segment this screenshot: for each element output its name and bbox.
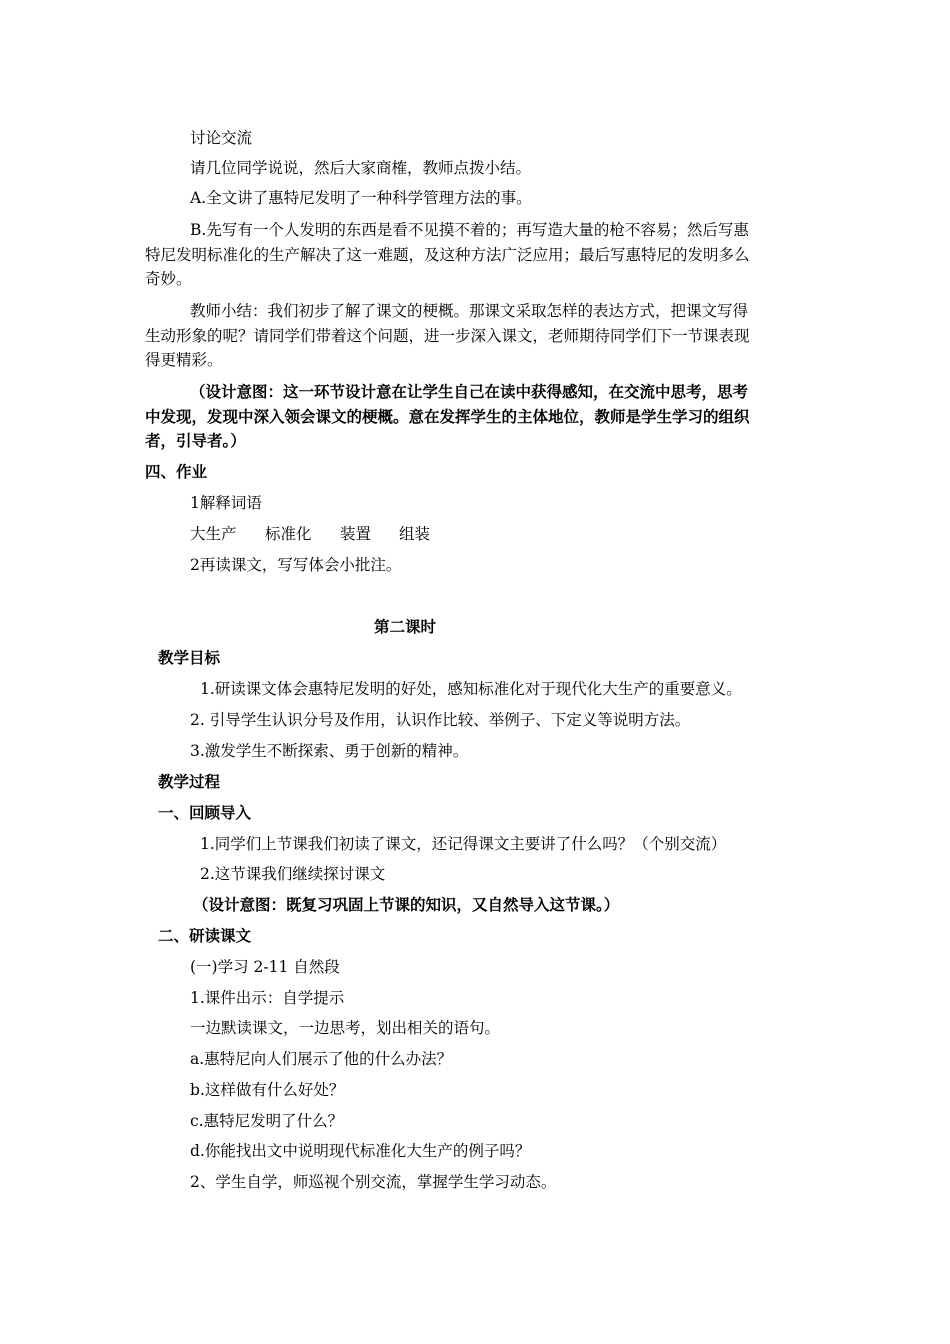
study-subheading: (一)学习 2-11 自然段: [190, 958, 340, 976]
answer-b-line-1: B.先写有一个人发明的东西是看不见摸不着的；再写造大量的枪不容易；然后写惠: [190, 221, 749, 239]
review-design-note: （设计意图：既复习巩固上节课的知识，又自然导入这节课。）: [193, 896, 620, 914]
vocab-list: [190, 524, 430, 544]
design-note-line-2: 中发现，发现中深入领会课文的梗概。意在发挥学生的主体地位，教师是学生学习的组织: [145, 408, 750, 426]
homework-item-2: 2再读课文，写写体会小批注。: [190, 556, 402, 574]
self-study-step: 2、学生自学，师巡视个别交流，掌握学生学习动态。: [190, 1173, 557, 1191]
answer-b-line-3: 奇妙。: [145, 270, 192, 288]
discussion-heading: 讨论交流: [190, 129, 253, 147]
review-heading: 一、回顾导入: [158, 804, 252, 822]
teacher-summary-line-3: 得更精彩。: [145, 351, 223, 369]
courseware-line: 1.课件出示：自学提示: [190, 989, 345, 1007]
instruction-text: 请几位同学说说，然后大家商榷，教师点拨小结。: [190, 159, 532, 177]
homework-item-1: 1解释词语: [190, 494, 262, 512]
goal-item-3: 3.激发学生不断探索、勇于创新的精神。: [190, 742, 469, 760]
process-heading: 教学过程: [158, 773, 221, 791]
vocab-word: 组装: [399, 525, 431, 543]
question-b: b.这样做有什么好处？: [190, 1081, 345, 1099]
goal-item-1: 1.研读课文体会惠特尼发明的好处，感知标准化对于现代化大生产的重要意义。: [200, 680, 742, 698]
goal-item-2: 2. 引导学生认识分号及作用，认识作比较、举例子、下定义等说明方法。: [190, 711, 691, 729]
vocab-word: 装置: [340, 525, 372, 543]
review-item-1: 1.同学们上节课我们初读了课文，还记得课文主要讲了什么吗？（个别交流）: [200, 835, 727, 853]
vocab-word: 大生产: [190, 525, 237, 543]
teacher-summary-line-2: 生动形象的呢？请同学们带着这个问题，进一步深入课文，老师期待同学们下一节课表现: [145, 327, 750, 345]
question-d: d.你能找出文中说明现代标准化大生产的例子吗？: [190, 1142, 531, 1160]
design-note-line-3: 者，引导者。）: [145, 432, 246, 450]
homework-heading: 四、作业: [145, 463, 208, 481]
study-heading: 二、研读课文: [158, 927, 252, 945]
design-note-line-1: （设计意图：这一环节设计意在让学生自己在读中获得感知，在交流中思考，思考: [190, 383, 749, 401]
lesson-title: 第二课时: [374, 618, 437, 636]
answer-a: A.全文讲了惠特尼发明了一种科学管理方法的事。: [190, 189, 532, 207]
goals-heading: 教学目标: [158, 649, 221, 667]
answer-b-line-2: 特尼发明标准化的生产解决了这一难题，及这种方法广泛应用；最后写惠特尼的发明多么: [145, 246, 750, 264]
review-item-2: 2.这节课我们继续探讨课文: [200, 865, 386, 883]
vocab-word: 标准化: [265, 525, 312, 543]
self-study-prompt: 一边默读课文，一边思考，划出相关的语句。: [190, 1019, 501, 1037]
question-c: c.惠特尼发明了什么？: [190, 1112, 344, 1130]
question-a: a.惠特尼向人们展示了他的什么办法？: [190, 1050, 453, 1068]
teacher-summary-line-1: 教师小结：我们初步了解了课文的梗概。那课文采取怎样的表达方式，把课文写得: [190, 302, 749, 320]
